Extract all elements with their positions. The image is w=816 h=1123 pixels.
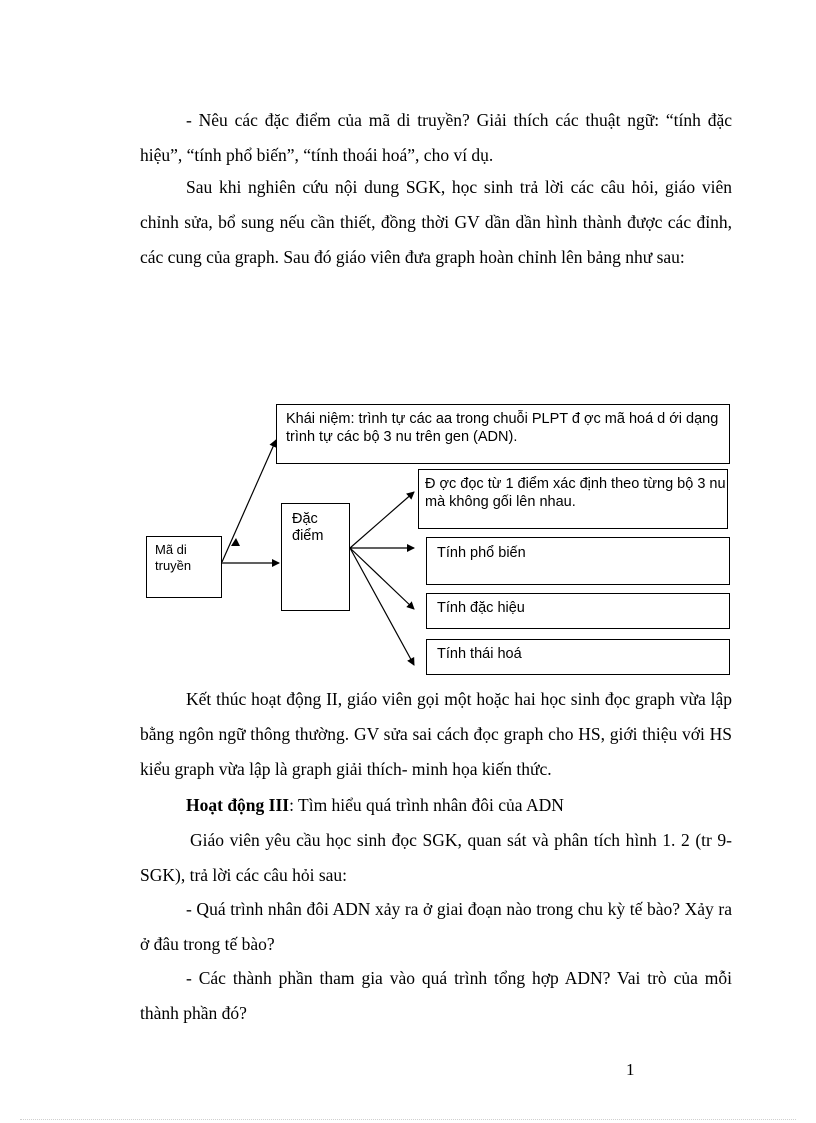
node-feature-item-2-label: Tính phổ biến	[437, 545, 526, 561]
node-feature-item-4	[426, 639, 730, 675]
activity-3-title: Hoạt động III	[186, 795, 290, 815]
arrow-features-to-item-4	[350, 548, 414, 665]
paragraph-question-replication-phase: - Quá trình nhân đôi ADN xảy ra ở giai đoạn nào trong chu kỳ tế bào? Xảy ra ở đâu trong tế bào?	[140, 899, 732, 954]
node-feature-item-1-label: Đ ợc đọc từ 1 điểm xác định theo từng bộ 3 nu mà không gối lên nhau.	[425, 476, 726, 510]
paragraph-activity-3-instructions: Giáo viên yêu cầu học sinh đọc SGK, quan sát và phân tích hình 1. 2 (tr 9- SGK), trả lời các câu hỏi sau:	[140, 830, 732, 885]
paragraph-question-replication-components: - Các thành phần tham gia vào quá trình tổng hợp ADN? Vai trò của mỗi thành phần đó?	[140, 968, 732, 1023]
paragraph-activity-3-heading	[140, 788, 732, 823]
node-features-label: Đặc điểm	[292, 511, 324, 544]
arrow-features-to-item-3	[350, 548, 414, 609]
node-feature-item-3	[426, 593, 730, 629]
paragraph-question-genetic-code: - Nêu các đặc điểm của mã di truyền? Giải thích các thuật ngữ: “tính đặc hiệu”, “tính phổ biến”, “tính thoái hoá”, cho ví dụ.	[140, 110, 732, 165]
node-genetic-code-label: Mã di truyền	[155, 542, 192, 573]
node-features	[281, 503, 350, 611]
node-genetic-code	[146, 536, 222, 598]
node-concept-label: Khái niệm: trình tự các aa trong chuỗi PLPT đ ợc mã hoá d ới dạng trình tự các bộ 3 nu trên gen (ADN).	[286, 411, 719, 445]
node-feature-item-1	[418, 469, 728, 529]
activity-3-subtitle: : Tìm hiểu quá trình nhân đôi của ADN	[289, 795, 564, 815]
node-feature-item-4-label: Tính thái hoá	[437, 646, 522, 662]
paragraph-activity-2-conclusion: Kết thúc hoạt động II, giáo viên gọi một hoặc hai học sinh đọc graph vừa lập bằng ngôn ngữ thông thường. GV sửa sai cách đọc graph cho HS, giới thiệu với HS kiểu graph vừa lập là graph giải thích- minh họa kiến thức.	[140, 689, 732, 779]
paragraph-graph-intro: Sau khi nghiên cứu nội dung SGK, học sinh trả lời các câu hỏi, giáo viên chỉnh sửa, bổ sung nếu cần thiết, đồng thời GV dần dần hình thành được các đỉnh, các cung của graph. Sau đó giáo viên đưa graph hoàn chỉnh lên bảng như sau:	[140, 177, 732, 267]
node-concept	[276, 404, 730, 464]
node-feature-item-3-label: Tính đặc hiệu	[437, 600, 525, 616]
arrowhead-small	[231, 538, 240, 546]
page-bottom-divider	[20, 1119, 796, 1120]
node-feature-item-2	[426, 537, 730, 585]
arrow-root-to-concept	[222, 440, 276, 562]
page-number: 1	[626, 1060, 635, 1079]
arrow-features-to-item-1	[350, 492, 414, 548]
